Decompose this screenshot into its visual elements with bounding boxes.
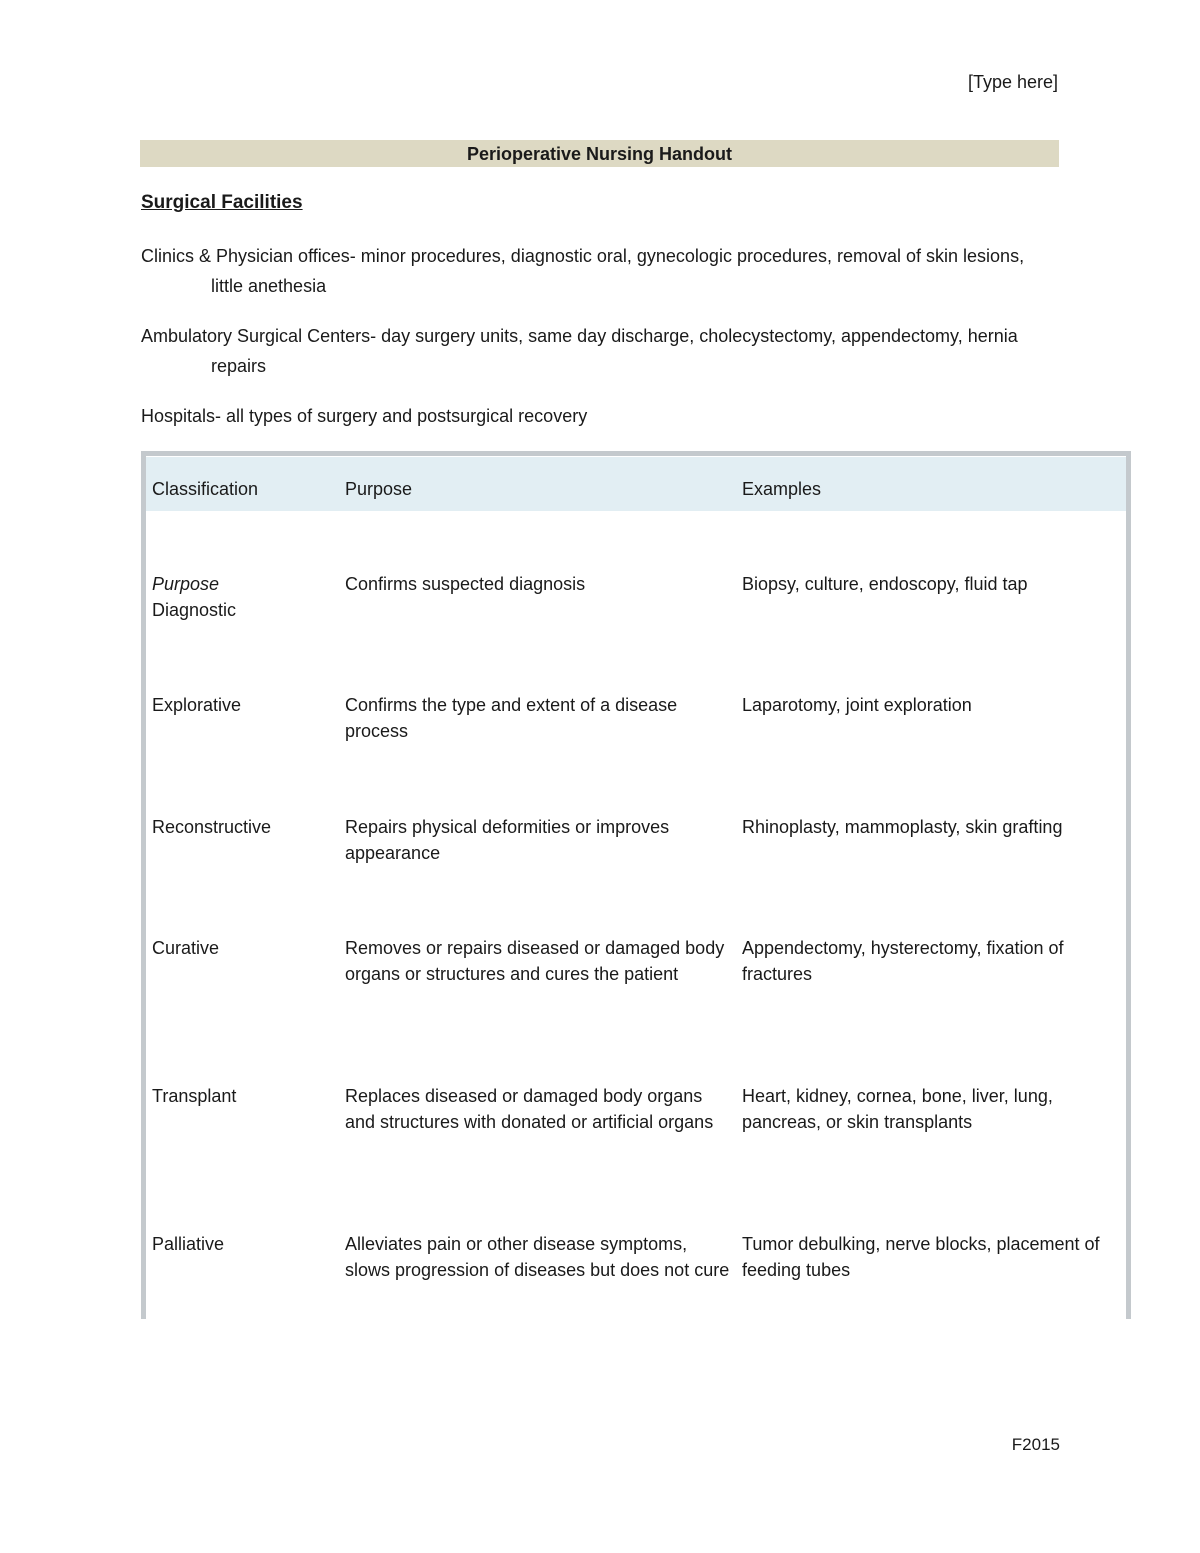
table-row-classification: Reconstructive (152, 817, 272, 837)
row-label-prefix: Purpose (152, 574, 220, 594)
facility-item: Clinics & Physician offices- minor procedures, diagnostic oral, gynecologic procedures, removal of skin lesions, little anethesia (141, 246, 1025, 296)
table-row-classification: Transplant (152, 1086, 237, 1106)
footer-code: F2015 (1011, 1435, 1060, 1454)
facility-item: Hospitals- all types of surgery and postsurgical recovery (141, 406, 588, 426)
document-title: Perioperative Nursing Handout (140, 140, 1059, 167)
table-row-examples: Appendectomy, hysterectomy, fixation of fractures (742, 938, 1064, 984)
row-classification: Diagnostic (152, 600, 237, 620)
facility-item: Ambulatory Surgical Centers- day surgery units, same day discharge, cholecystectomy, appendectomy, hernia repairs (141, 326, 1018, 376)
table-row-classification: Explorative (152, 695, 242, 715)
table-row-classification: Palliative (152, 1234, 225, 1254)
table-row-examples: Laparotomy, joint exploration (742, 695, 972, 715)
table-row-purpose: Repairs physical deformities or improves appearance (345, 817, 670, 863)
table-row-classification: Curative (152, 938, 220, 958)
header-examples: Examples (742, 479, 822, 499)
table-row-purpose: Replaces diseased or damaged body organs and structures with donated or artificial organs (345, 1086, 714, 1132)
header-purpose: Purpose (345, 479, 413, 499)
table-row-examples: Tumor debulking, nerve blocks, placement of feeding tubes (742, 1234, 1100, 1280)
table-row-examples: Heart, kidney, cornea, bone, liver, lung, pancreas, or skin transplants (742, 1086, 1053, 1132)
section-heading: Surgical Facilities (141, 192, 303, 213)
table-row-examples: Biopsy, culture, endoscopy, fluid tap (742, 574, 1028, 594)
table-row-purpose: Removes or repairs diseased or damaged body organs or structures and cures the patient (345, 938, 725, 984)
table-row-purpose: Alleviates pain or other disease symptoms, slows progression of diseases but does not cure (345, 1234, 730, 1280)
table-row-purpose: Confirms suspected diagnosis (345, 574, 586, 594)
table-row-examples: Rhinoplasty, mammoplasty, skin grafting (742, 817, 1063, 837)
header-placeholder: [Type here] (967, 72, 1058, 92)
table-row-purpose: Confirms the type and extent of a disease process (345, 695, 678, 741)
header-classification: Classification (152, 479, 259, 499)
table-row-classification (152, 571, 332, 623)
